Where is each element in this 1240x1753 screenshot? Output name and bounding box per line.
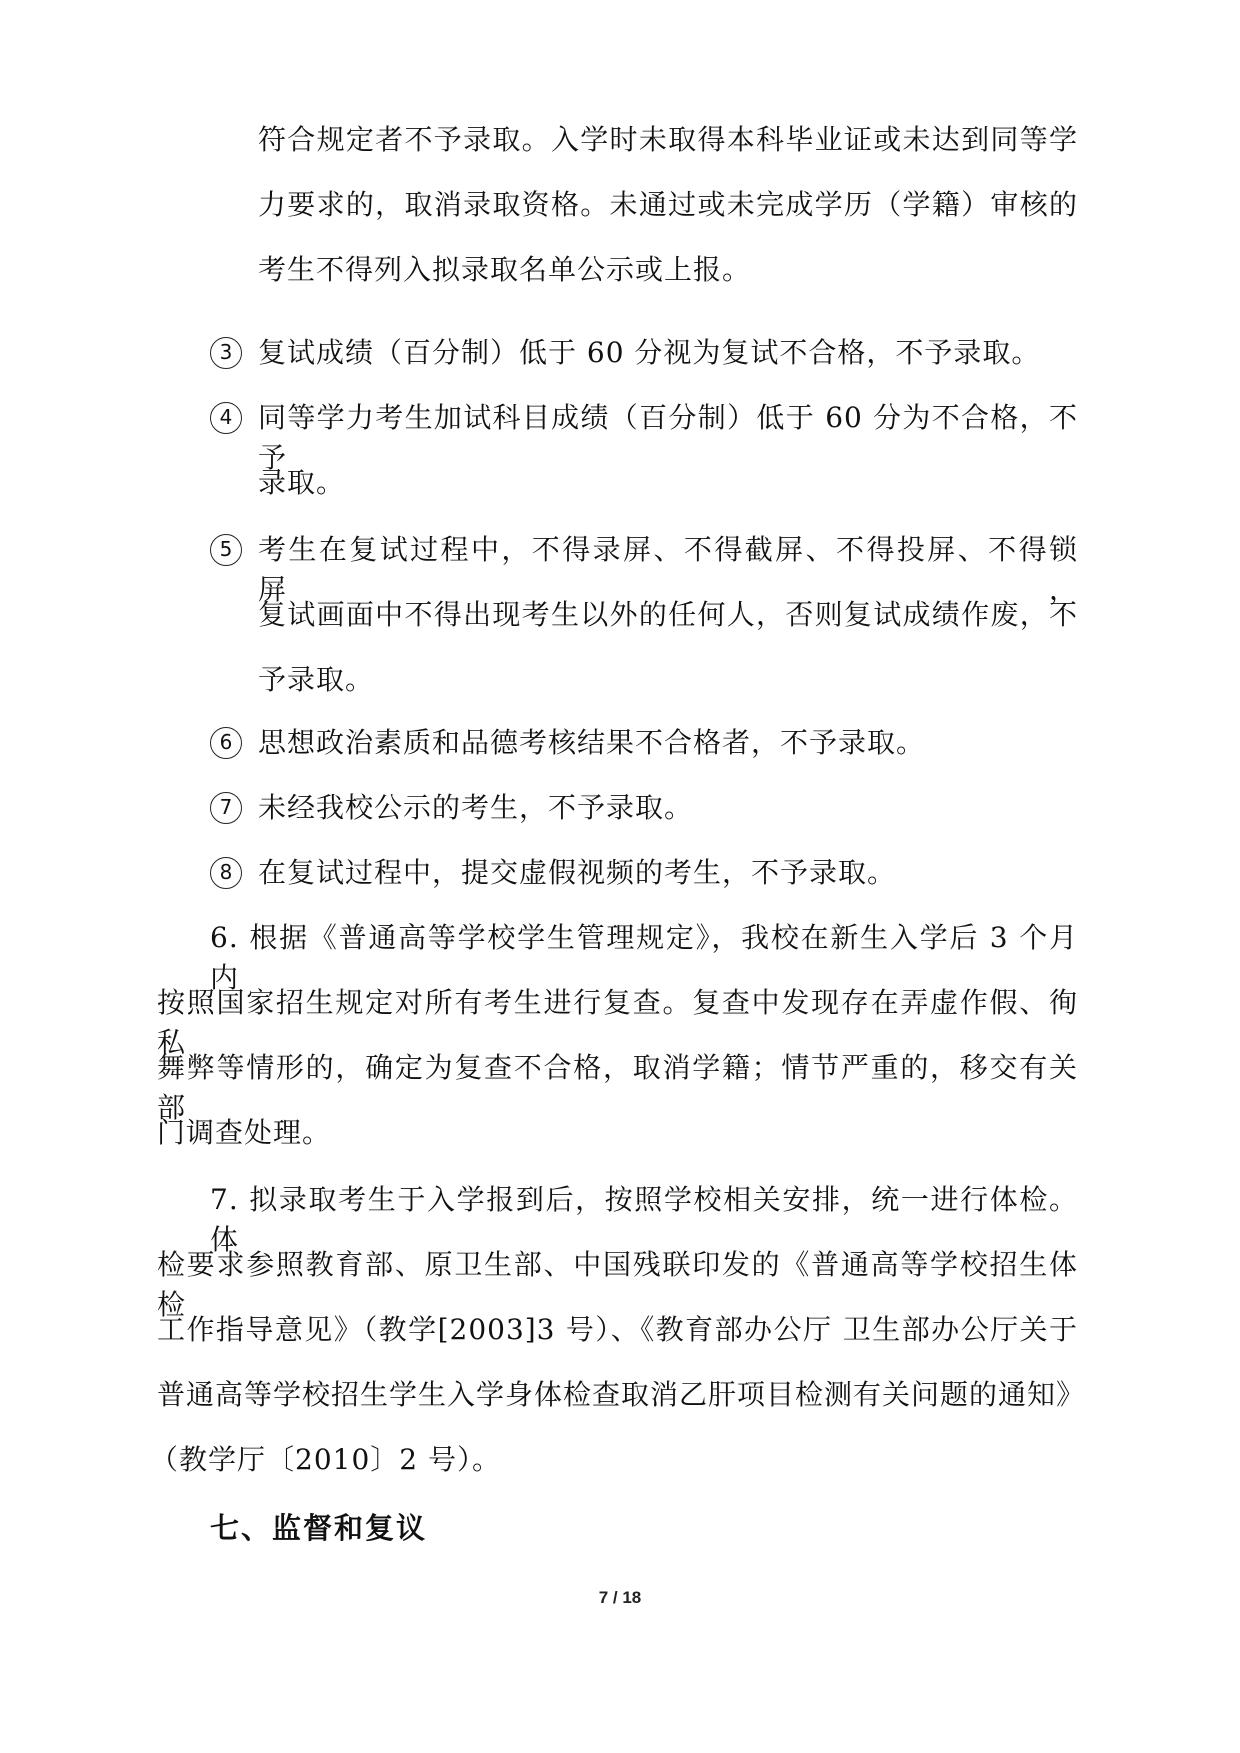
paragraph-line: 门调查处理。	[157, 1116, 332, 1149]
list-item-line: 在复试过程中，提交虚假视频的考生，不予录取。	[258, 856, 897, 889]
list-item-line: 同等学力考生加试科目成绩（百分制）低于 60 分为不合格，不予	[258, 401, 1078, 474]
paragraph-line: 工作指导意见》（教学[2003]3 号）、《教育部办公厅 卫生部办公厅关于	[157, 1313, 1078, 1346]
paragraph-line: 舞弊等情形的，确定为复查不合格，取消学籍；情节严重的，移交有关部	[157, 1051, 1078, 1124]
list-item-line: 录取。	[258, 466, 346, 499]
paragraph-line: 考生不得列入拟录取名单公示或上报。	[258, 253, 752, 286]
circled-number-3: 3	[210, 337, 242, 369]
paragraph-line: 检要求参照教育部、原卫生部、中国残联印发的《普通高等学校招生体检	[157, 1248, 1078, 1321]
list-item-line: 思想政治素质和品德考核结果不合格者，不予录取。	[258, 726, 926, 759]
circled-number-4: 4	[210, 402, 242, 434]
paragraph-line: （教学厅〔2010〕2 号）。	[150, 1443, 501, 1476]
list-item-line: 考生在复试过程中，不得录屏、不得截屏、不得投屏、不得锁屏，	[258, 533, 1078, 606]
paragraph-line: 6. 根据《普通高等学校学生管理规定》，我校在新生入学后 3 个月内	[210, 921, 1078, 994]
paragraph-line: 按照国家招生规定对所有考生进行复查。复查中发现存在弄虚作假、徇私	[157, 986, 1078, 1059]
circled-number-7: 7	[210, 792, 242, 824]
list-item-line: 未经我校公示的考生，不予录取。	[258, 791, 694, 824]
circled-number-5: 5	[210, 534, 242, 566]
page-number: 7 / 18	[598, 1588, 642, 1607]
section-heading: 七、监督和复议	[210, 1511, 428, 1545]
circled-number-6: 6	[210, 727, 242, 759]
paragraph-line: 符合规定者不予录取。入学时未取得本科毕业证或未达到同等学	[258, 123, 1078, 156]
list-item-line: 予录取。	[258, 663, 375, 696]
list-item-line: 复试画面中不得出现考生以外的任何人，否则复试成绩作废，不	[258, 598, 1078, 631]
circled-number-8: 8	[210, 857, 242, 889]
paragraph-line: 力要求的，取消录取资格。未通过或未完成学历（学籍）审核的	[258, 188, 1078, 221]
paragraph-line: 7. 拟录取考生于入学报到后，按照学校相关安排，统一进行体检。体	[210, 1183, 1078, 1256]
list-item-line: 复试成绩（百分制）低于 60 分视为复试不合格，不予录取。	[258, 336, 1041, 369]
paragraph-line: 普通高等学校招生学生入学身体检查取消乙肝项目检测有关问题的通知》	[157, 1378, 1086, 1411]
